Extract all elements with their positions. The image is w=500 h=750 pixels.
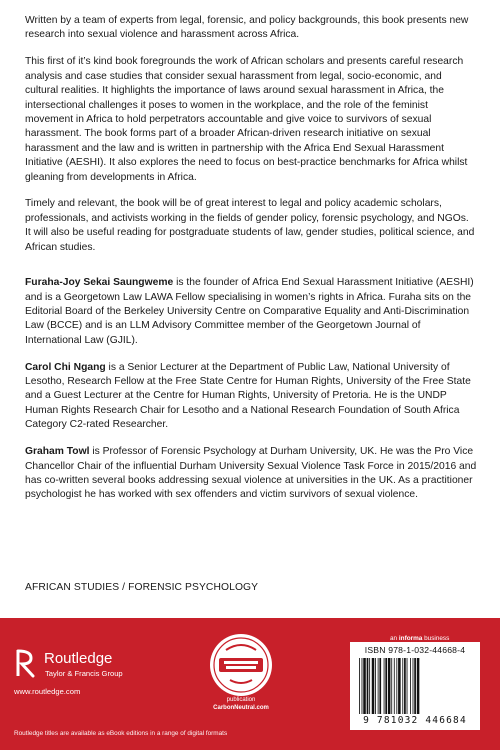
barcode-bar (384, 658, 385, 714)
seal-caption-line-2: CarbonNeutral.com (213, 705, 269, 711)
author-bio-3 (25, 445, 477, 503)
publisher-url[interactable]: www.routledge.com (14, 687, 81, 696)
author-bio-2 (25, 361, 477, 433)
barcode-bar (396, 658, 397, 714)
isbn-label: ISBN 978-1-032-44668-4 (364, 645, 466, 655)
back-cover-text (25, 14, 477, 515)
barcode-bar (414, 658, 416, 714)
barcode-bar (407, 658, 408, 714)
informa-suffix: business (422, 635, 450, 642)
blurb-paragraph-3: Timely and relevant, the book will be of great interest to legal and policy academic scholars, professionals, and activists working in the fields of gender policy, forensic psychology, and NGOs. It will also be useful reading for postgraduate students of law, gender studies, political science, and African studies. (25, 198, 475, 253)
barcode-icon (358, 658, 474, 714)
subject-category: AFRICAN STUDIES / FORENSIC PSYCHOLOGY (25, 582, 259, 593)
barcode-bar (375, 658, 376, 714)
informa-tagline (390, 635, 449, 642)
barcode-bar (362, 658, 363, 714)
author-name-3: Graham Towl (25, 446, 90, 458)
barcode-bar (388, 658, 391, 714)
barcode-bar (404, 658, 406, 714)
blurb-paragraph-2: This first of it’s kind book foregrounds the work of African scholars and presents careful research analysis and case studies that consider sexual harassment from legal, socio-economic, and cultural realities. It highlights the importance of laws around sexual harassment in Africa, the intersectional challenges it poses to women in the workplace, and the role of the feminist movement in Africa to hold perpetrators accountable and give voice to survivors of sexual harassment. The book forms part of a broader African-driven research initiative on sexual harassment and the law and is written in partnership with the Africa End Sexual Harassment Initiative (AESHI). It also explores the need to focus on best-practice benchmarks for Africa whilst gleaning from developments in Africa. (25, 56, 468, 183)
barcode-bar (413, 658, 414, 714)
barcode-bar (363, 658, 366, 714)
barcode-bar (367, 658, 369, 714)
barcode-bar (394, 658, 395, 714)
routledge-logo-icon (14, 648, 40, 678)
barcode-bar (385, 658, 387, 714)
author-name-1: Furaha-Joy Sekai Saungweme (25, 277, 174, 289)
isbn-barcode-box (350, 642, 480, 730)
barcode-bar (378, 658, 379, 714)
informa-prefix: an (390, 635, 399, 642)
carbon-neutral-seal-icon (208, 632, 274, 698)
author-bio-text-3: is Professor of Forensic Psychology at Durham University, UK. He was the Pro Vice Chancellor Chair of the influential Durham University Sexual Violence Task Force in 2015/2016 and has co-written several books addressing sexual violence at universities in the UK. As a practitioner psychologist he has worked with sex offenders and victim survivors of sexual violence. (25, 446, 477, 501)
author-bio-text-1: is the founder of Africa End Sexual Harassment Initiative (AESHI) and is a Georgetown Law LAWA Fellow specialising in women’s rights in Africa. Furaha sits on the Editorial Board of the Berkeley University Centre on Comparative Equality and Anti-Discrimination Law (BCCE) and is an LLM Advisory Committee member of the Georgetown Journal of International Law (GJIL). (25, 277, 474, 346)
ebook-note: Routledge titles are available as eBook editions in a range of digital formats (14, 730, 228, 737)
author-name-2: Carol Chi Ngang (25, 361, 106, 373)
seal-caption-line-1: publication (226, 697, 256, 703)
isbn-digits: 9 781032 446684 (363, 715, 467, 726)
barcode-bar (417, 658, 420, 714)
author-bio-1 (25, 276, 477, 348)
publisher-group: Taylor & Francis Group (45, 669, 123, 678)
author-bio-text-2: is a Senior Lecturer at the Department of Public Law, National University of Lesotho, Research Fellow at the Free State Centre for Human Rights, University of the Free State and a Guest Lecturer at the Centre for Human Rights, University of Pretoria. He is the UNDP Human Rights Research Chair for Lesotho and a National Research Foundation of South Africa Category C2-rated Researcher. (25, 361, 471, 431)
publisher-name: Routledge (44, 650, 113, 667)
barcode-bar (398, 658, 401, 714)
barcode-bar (379, 658, 381, 714)
barcode-bar (372, 658, 375, 714)
barcode-bar (369, 658, 370, 714)
carbon-neutral-caption (193, 696, 289, 712)
barcode-bar (359, 658, 360, 714)
informa-brand: informa (398, 635, 423, 642)
publisher-footer (0, 618, 500, 750)
barcode-bar (410, 658, 411, 714)
barcode-bar (402, 658, 403, 714)
blurb-paragraph-1: Written by a team of experts from legal, forensic, and policy backgrounds, this book presents new research into sexual violence and harassment across Africa. (25, 15, 469, 41)
barcode-bar (391, 658, 392, 714)
